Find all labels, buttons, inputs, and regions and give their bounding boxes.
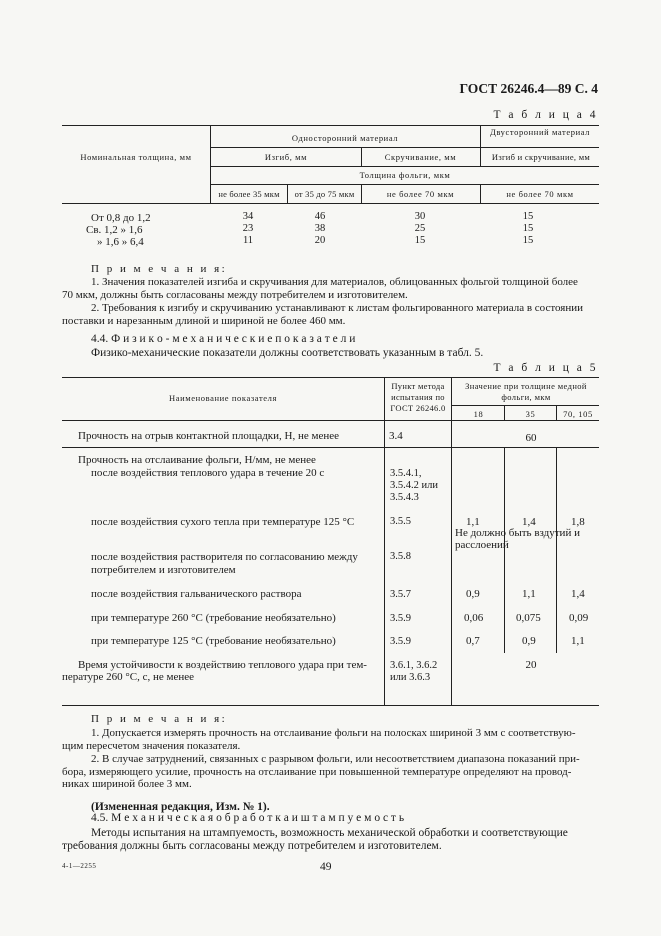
t5-r2e-method: 3.5.9: [390, 613, 411, 624]
t5-sub-70: 70, 105: [563, 409, 593, 419]
t4-col-bend-twist: Изгиб и скручивание, мм: [491, 152, 591, 162]
notes1-n2-line1: 2. Требования к изгибу и скручиванию устанавливают к листам фольгированного материала в состоянии: [91, 302, 583, 314]
t5-col-value: Значение при толщине медной фольги, мкм: [465, 381, 587, 402]
table4-top-rule: [62, 125, 599, 126]
t5-r2c-method: 3.5.8: [390, 551, 411, 562]
t5-r1-method: 3.4: [389, 430, 403, 442]
t4-row2-label: Св. 1,2 » 1,6: [86, 224, 143, 236]
section44-number: 4.4.: [91, 333, 109, 345]
t4-sub-1: не более 35 мкм: [218, 189, 280, 199]
t5-r2b-value2: расслоений: [455, 539, 509, 551]
t4-row3-v4: 15: [522, 235, 534, 246]
t4-col-double: Двусторонний материал: [489, 127, 591, 137]
notes1-title: П р и м е ч а н и я:: [91, 263, 228, 275]
t5-r2f-v70: 1,1: [571, 635, 585, 647]
t4-row1-v3: 30: [414, 211, 426, 222]
t4-sub-2: от 35 до 75 мкм: [294, 189, 355, 199]
t5-r2f-name: при температуре 125 °С (требование необязательно): [91, 635, 336, 647]
t5-r2f-v35: 0,9: [522, 635, 536, 647]
t5-r1-value: 60: [525, 432, 537, 444]
t5-r2a-v70: 1,8: [571, 516, 585, 528]
t5-r2d-v18: 0,9: [466, 588, 480, 600]
t5-r2a-method1: 3.5.4.1,: [390, 468, 422, 479]
t5-r3-value: 20: [525, 659, 537, 671]
t4-row1-label: От 0,8 до 1,2: [91, 212, 151, 224]
t5-r2f-v18: 0,7: [466, 635, 480, 647]
t5-r2b-name: после воздействия сухого тепла при температуре 125 °С: [91, 516, 355, 528]
t5-r2e-name: при температуре 260 °С (требование необязательно): [91, 612, 336, 624]
t4-row1-v4: 15: [522, 211, 534, 222]
section44-title: Ф и з и к о - м е х а н и ч е с к и е п о к а з а т е л и: [111, 333, 356, 345]
t4-row2-v3: 25: [414, 223, 426, 234]
t5-r2a-method3: 3.5.4.3: [390, 492, 419, 503]
table4-caption: Т а б л и ц а 4: [493, 109, 598, 121]
t5-sub-35: 35: [525, 409, 536, 419]
notes2-n2-line1: 2. В случае затруднений, связанных с разрывом фольги, или несоответствием диапазона показаний при-: [91, 753, 580, 765]
t5-r2a-v18: 1,1: [466, 516, 480, 528]
t4-sub-4: не более 70 мкм: [506, 189, 574, 199]
t5-r3-name1: Время устойчивости к воздействию теплового удара при тем-: [78, 659, 367, 671]
t5-r2c-name1: после воздействия растворителя по согласованию между: [91, 551, 358, 563]
t4-row2-v1: 23: [242, 223, 254, 234]
notes2-n1-line1: 1. Допускается измерять прочность на отслаивание фольги на полосках шириной 3 мм с соответствую-: [91, 727, 576, 739]
t4-col-foil: Толщина фольги, мкм: [359, 170, 451, 180]
t4-row3-v2: 20: [314, 235, 326, 246]
t5-r1-name: Прочность на отрыв контактной площадки, Н, не менее: [78, 430, 339, 442]
t5-sub-18: 18: [473, 409, 484, 419]
t5-col-name: Наименование показателя: [168, 393, 277, 403]
notes2-n2-line3: никах шириной более 3 мм.: [62, 778, 192, 790]
t5-r3-name2: пературе 260 °С, с, не менее: [62, 671, 195, 683]
t5-r2a-v35: 1,4: [522, 516, 536, 528]
notes1-n2-line2: поставки и нарезанным длиной и шириной не более 460 мм.: [62, 315, 346, 327]
section44-heading: [91, 333, 355, 345]
t5-r2e-v70: 0,09: [569, 612, 589, 624]
t5-r2a-method2: 3.5.4.2 или: [390, 480, 438, 491]
notes2-n2-line2: бора, измеряющего усилие, прочность на отслаивание при повышенной температуре определяют на провод-: [62, 766, 572, 778]
t5-r3-method1: 3.6.1, 3.6.2: [390, 660, 438, 671]
page-header: ГОСТ 26246.4—89 С. 4: [459, 81, 598, 96]
t4-col-single: Односторонний материал: [291, 133, 399, 143]
t5-r2d-method: 3.5.7: [390, 589, 411, 600]
amendment-note: (Измененная редакция, Изм. № 1).: [91, 801, 270, 813]
section45-number: 4.5.: [91, 812, 109, 824]
t4-row2-v4: 15: [522, 223, 534, 234]
section45-title: М е х а н и ч е с к а я о б р а б о т к а и ш т а м п у е м о с т ь: [111, 812, 405, 824]
section45-line2: требования должны быть согласованы между потребителем и изготовителем.: [62, 840, 442, 852]
t5-r2f-method: 3.5.9: [390, 636, 411, 647]
t5-r2e-v18: 0,06: [464, 612, 484, 624]
t4-row1-v1: 34: [242, 211, 254, 222]
t5-r2d-v35: 1,1: [522, 588, 536, 600]
section44-text: Физико-механические показатели должны соответствовать указанным в табл. 5.: [91, 347, 484, 359]
notes2-title: П р и м е ч а н и я:: [91, 713, 228, 725]
table5-caption: Т а б л и ц а 5: [493, 362, 598, 374]
notes1-n1-line2: 70 мкм, должны быть согласованы между потребителем и изготовителем.: [62, 289, 408, 301]
t4-col-nominal: Номинальная толщина, мм: [80, 152, 192, 162]
t4-row2-v2: 38: [314, 223, 326, 234]
t4-row3-v3: 15: [414, 235, 426, 246]
t5-r2d-v70: 1,4: [571, 588, 585, 600]
t4-row3-v1: 11: [242, 235, 254, 246]
t4-sub-3: не более 70 мкм: [386, 189, 455, 199]
t5-r3-method2: или 3.6.3: [390, 672, 431, 683]
t4-row1-v2: 46: [314, 211, 326, 222]
t5-r2b-value1: Не должно быть вздутий и: [455, 527, 580, 539]
page-number: 49: [320, 861, 332, 873]
t4-col-bend: Изгиб, мм: [264, 152, 308, 162]
t4-row3-label: » 1,6 » 6,4: [97, 236, 144, 248]
footer-code: 4-1—2255: [62, 862, 97, 870]
t5-r2d-name: после воздействия гальванического раствора: [91, 588, 302, 600]
section45-line1: Методы испытания на штампуемость, возможность механической обработки и соответствующие: [91, 827, 568, 839]
notes1-n1-line1: 1. Значения показателей изгиба и скручивания для материалов, облицованных фольгой толщиной более: [91, 276, 578, 288]
section45-heading: [91, 812, 404, 824]
t5-col-method: Пункт метода испытания по ГОСТ 26246.0: [390, 381, 446, 413]
t5-r2c-name2: потребителем и изготовителем: [91, 564, 236, 576]
notes2-n1-line2: щим пересчетом значения показателя.: [62, 740, 241, 752]
t4-col-twist: Скручивание, мм: [384, 152, 457, 162]
t5-r2a-name: после воздействия теплового удара в течение 20 с: [91, 467, 325, 479]
t5-r2e-v35: 0,075: [516, 612, 541, 624]
table4-header-rule: [62, 203, 599, 204]
t5-r2b-method: 3.5.5: [390, 516, 411, 527]
t5-r2-name: Прочность на отслаивание фольги, Н/мм, не менее: [78, 454, 316, 466]
